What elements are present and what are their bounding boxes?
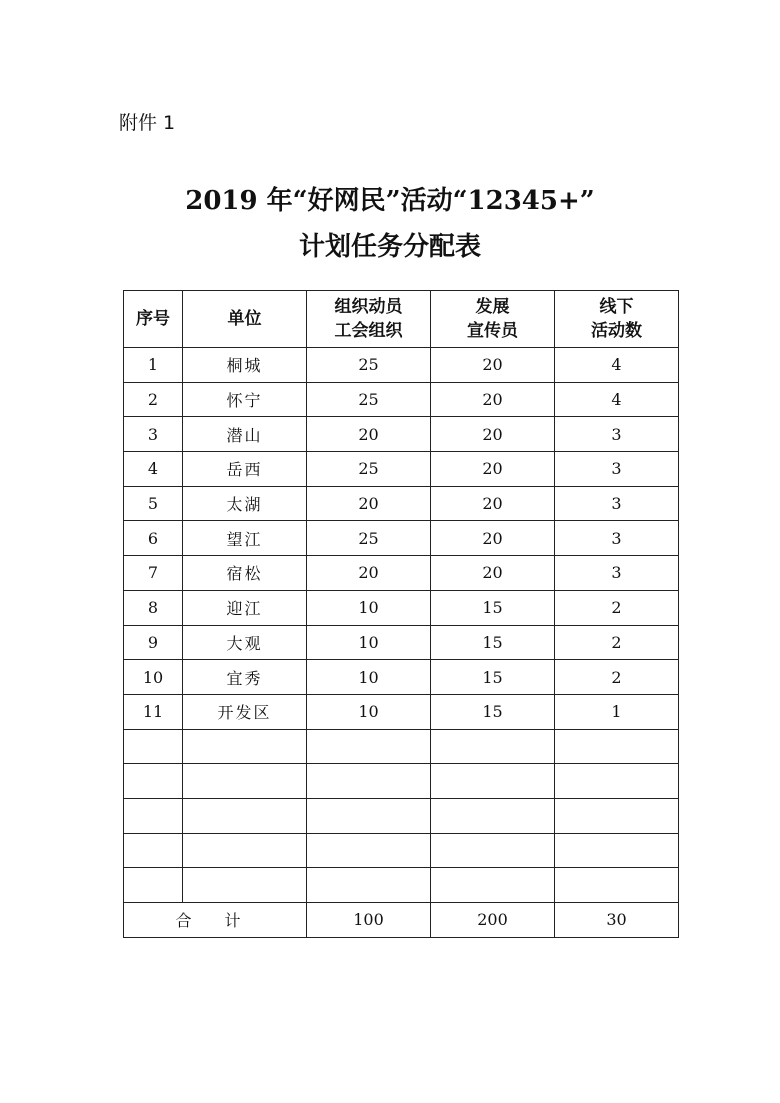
cell-unit: 桐城 xyxy=(183,348,307,383)
cell-serial xyxy=(124,798,183,833)
cell-propagandists: 15 xyxy=(431,660,555,695)
cell-offline-activities: 4 xyxy=(555,382,679,417)
cell-serial: 7 xyxy=(124,556,183,591)
cell-serial: 2 xyxy=(124,382,183,417)
cell-union-organizations xyxy=(307,833,431,868)
cell-offline-activities xyxy=(555,798,679,833)
cell-serial: 11 xyxy=(124,694,183,729)
attachment-label: 附件 1 xyxy=(119,112,176,134)
allocation-table xyxy=(123,290,679,938)
table-row xyxy=(124,694,679,729)
document-title-line1: 2019 年“好网民”活动“12345+” xyxy=(185,186,595,216)
total-propagandists: 200 xyxy=(431,903,555,938)
cell-offline-activities: 4 xyxy=(555,348,679,383)
cell-serial: 6 xyxy=(124,521,183,556)
cell-offline-activities: 2 xyxy=(555,590,679,625)
cell-propagandists xyxy=(431,798,555,833)
cell-unit: 大观 xyxy=(183,625,307,660)
cell-unit xyxy=(183,764,307,799)
cell-serial: 5 xyxy=(124,486,183,521)
cell-propagandists xyxy=(431,729,555,764)
table-row xyxy=(124,417,679,452)
cell-propagandists: 15 xyxy=(431,590,555,625)
cell-union-organizations xyxy=(307,729,431,764)
cell-offline-activities: 3 xyxy=(555,417,679,452)
cell-offline-activities: 3 xyxy=(555,556,679,591)
cell-serial: 4 xyxy=(124,452,183,487)
table-header-row xyxy=(124,291,679,348)
table-row xyxy=(124,833,679,868)
cell-offline-activities: 2 xyxy=(555,625,679,660)
table-row xyxy=(124,868,679,903)
table-row xyxy=(124,486,679,521)
cell-unit xyxy=(183,798,307,833)
cell-serial: 1 xyxy=(124,348,183,383)
cell-union-organizations xyxy=(307,798,431,833)
cell-unit xyxy=(183,868,307,903)
cell-offline-activities: 3 xyxy=(555,452,679,487)
cell-unit: 宜秀 xyxy=(183,660,307,695)
table-row xyxy=(124,660,679,695)
cell-union-organizations: 25 xyxy=(307,348,431,383)
cell-propagandists: 15 xyxy=(431,625,555,660)
cell-serial xyxy=(124,764,183,799)
header-offline-activities: 线下 活动数 xyxy=(555,291,679,348)
cell-propagandists xyxy=(431,868,555,903)
table-row xyxy=(124,382,679,417)
cell-serial xyxy=(124,833,183,868)
cell-serial: 9 xyxy=(124,625,183,660)
table-row xyxy=(124,798,679,833)
table-row xyxy=(124,729,679,764)
cell-unit xyxy=(183,729,307,764)
document-title-line2: 计划任务分配表 xyxy=(298,232,481,262)
cell-union-organizations: 25 xyxy=(307,382,431,417)
cell-unit: 迎江 xyxy=(183,590,307,625)
cell-propagandists xyxy=(431,764,555,799)
cell-union-organizations: 10 xyxy=(307,660,431,695)
cell-propagandists: 20 xyxy=(431,452,555,487)
cell-propagandists: 20 xyxy=(431,417,555,452)
cell-unit: 望江 xyxy=(183,521,307,556)
cell-offline-activities xyxy=(555,729,679,764)
cell-union-organizations: 10 xyxy=(307,694,431,729)
cell-propagandists: 20 xyxy=(431,521,555,556)
table-row xyxy=(124,556,679,591)
cell-propagandists: 20 xyxy=(431,486,555,521)
cell-unit: 太湖 xyxy=(183,486,307,521)
header-union-organizations: 组织动员 工会组织 xyxy=(307,291,431,348)
cell-serial xyxy=(124,729,183,764)
cell-propagandists: 20 xyxy=(431,348,555,383)
cell-union-organizations: 20 xyxy=(307,556,431,591)
cell-serial: 3 xyxy=(124,417,183,452)
cell-unit xyxy=(183,833,307,868)
cell-offline-activities xyxy=(555,764,679,799)
total-row xyxy=(124,903,679,938)
table-row xyxy=(124,521,679,556)
cell-offline-activities: 2 xyxy=(555,660,679,695)
header-propagandists: 发展 宣传员 xyxy=(431,291,555,348)
cell-serial: 8 xyxy=(124,590,183,625)
cell-unit: 怀宁 xyxy=(183,382,307,417)
cell-union-organizations xyxy=(307,868,431,903)
cell-offline-activities: 1 xyxy=(555,694,679,729)
header-serial: 序号 xyxy=(124,291,183,348)
cell-union-organizations: 20 xyxy=(307,417,431,452)
cell-offline-activities xyxy=(555,868,679,903)
cell-unit: 开发区 xyxy=(183,694,307,729)
table-row xyxy=(124,452,679,487)
table-row xyxy=(124,764,679,799)
cell-union-organizations: 20 xyxy=(307,486,431,521)
cell-unit: 宿松 xyxy=(183,556,307,591)
table-row xyxy=(124,590,679,625)
cell-union-organizations: 25 xyxy=(307,452,431,487)
table-row xyxy=(124,348,679,383)
cell-unit: 岳西 xyxy=(183,452,307,487)
cell-serial xyxy=(124,868,183,903)
total-label: 合 计 xyxy=(124,903,307,938)
table-row xyxy=(124,625,679,660)
cell-propagandists: 15 xyxy=(431,694,555,729)
total-union-organizations: 100 xyxy=(307,903,431,938)
cell-union-organizations xyxy=(307,764,431,799)
header-unit: 单位 xyxy=(183,291,307,348)
cell-union-organizations: 25 xyxy=(307,521,431,556)
cell-union-organizations: 10 xyxy=(307,590,431,625)
cell-propagandists xyxy=(431,833,555,868)
cell-offline-activities: 3 xyxy=(555,521,679,556)
cell-serial: 10 xyxy=(124,660,183,695)
cell-propagandists: 20 xyxy=(431,382,555,417)
cell-offline-activities: 3 xyxy=(555,486,679,521)
cell-union-organizations: 10 xyxy=(307,625,431,660)
cell-propagandists: 20 xyxy=(431,556,555,591)
total-offline-activities: 30 xyxy=(555,903,679,938)
cell-unit: 潜山 xyxy=(183,417,307,452)
cell-offline-activities xyxy=(555,833,679,868)
